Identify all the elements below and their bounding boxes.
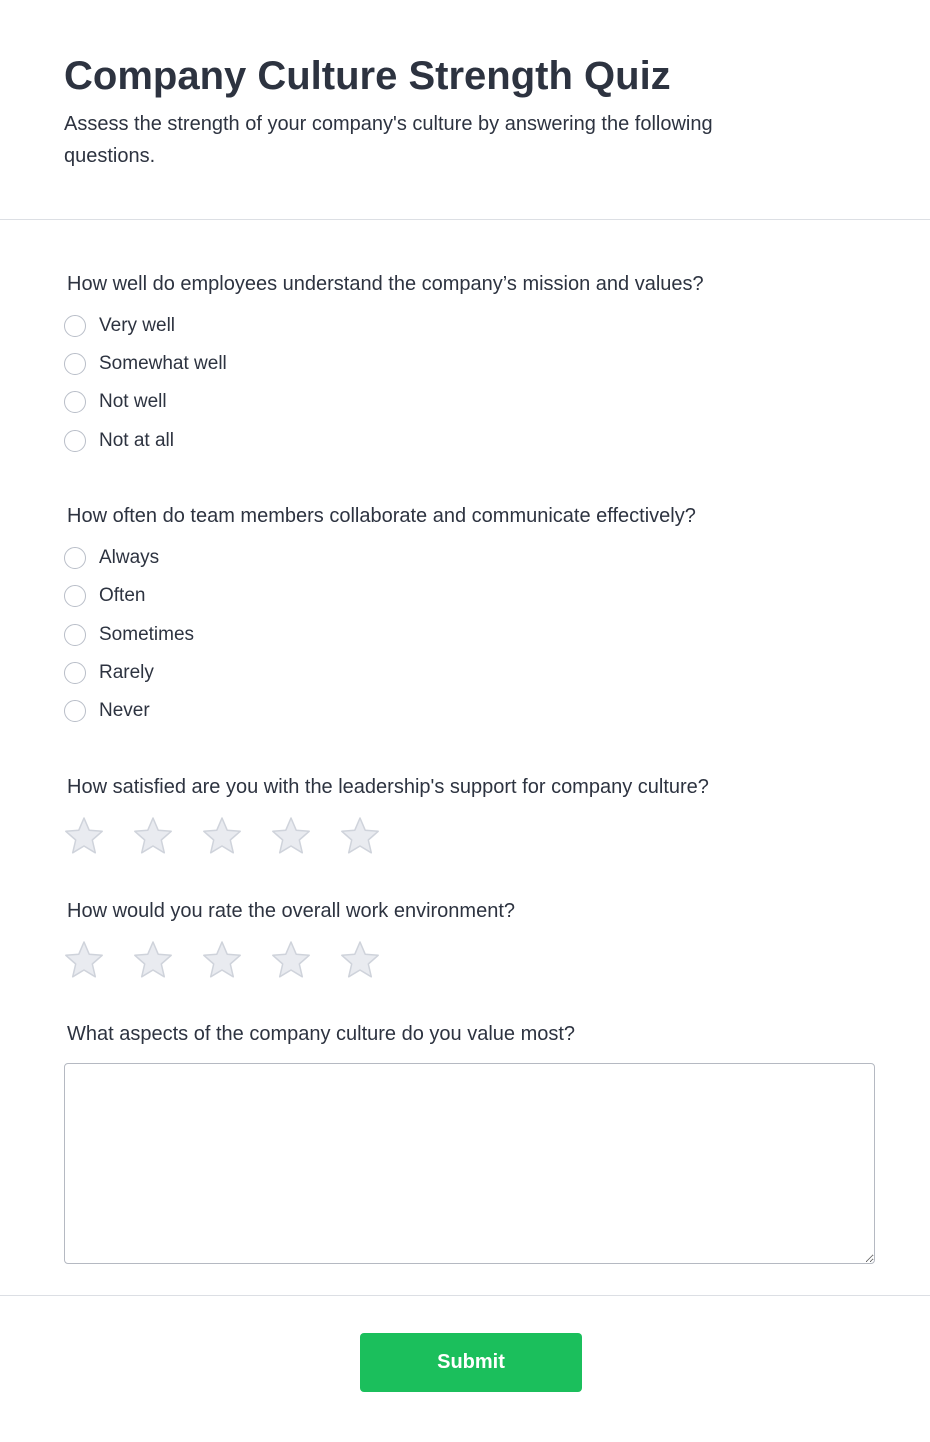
star-icon[interactable] (64, 816, 104, 856)
option-label: Rarely (99, 662, 154, 683)
quiz-header (0, 0, 930, 220)
radio-button[interactable] (64, 547, 86, 569)
q2-option-often[interactable] (64, 582, 145, 610)
radio-button[interactable] (64, 315, 86, 337)
culture-values-textarea[interactable] (64, 1063, 875, 1264)
question-4-text: How would you rate the overall work environment? (67, 900, 515, 922)
q1-option-somewhat-well[interactable] (64, 350, 227, 378)
option-label: Sometimes (99, 624, 195, 645)
q1-option-not-well[interactable] (64, 388, 167, 416)
option-label: Often (99, 585, 146, 606)
option-label: Somewhat well (99, 353, 227, 374)
star-icon[interactable] (64, 940, 104, 980)
radio-button[interactable] (64, 430, 86, 452)
q2-option-sometimes[interactable] (64, 621, 194, 649)
option-label: Very well (99, 315, 176, 336)
q1-option-not-at-all[interactable] (64, 427, 174, 455)
radio-button[interactable] (64, 624, 86, 646)
star-icon[interactable] (133, 940, 173, 980)
question-2-text: How often do team members collaborate and communicate effectively? (67, 505, 696, 527)
radio-button[interactable] (64, 353, 86, 375)
option-label: Always (99, 547, 160, 568)
radio-button[interactable] (64, 662, 86, 684)
option-label: Never (99, 700, 150, 721)
option-label: Not at all (99, 430, 174, 451)
footer-divider (0, 1295, 930, 1296)
q2-option-always[interactable] (64, 544, 159, 572)
question-5-text: What aspects of the company culture do you value most? (67, 1023, 576, 1045)
submit-button[interactable]: Submit (360, 1333, 582, 1392)
q3-star-rating (64, 816, 409, 856)
q4-star-rating (64, 940, 409, 980)
radio-button[interactable] (64, 391, 86, 413)
q1-option-very-well[interactable] (64, 312, 175, 340)
star-icon[interactable] (271, 940, 311, 980)
page-title: Company Culture Strength Quiz (64, 54, 671, 98)
textarea-wrapper (64, 1063, 875, 1264)
star-icon[interactable] (271, 816, 311, 856)
star-icon[interactable] (202, 940, 242, 980)
question-1-text: How well do employees understand the company’s mission and values? (67, 273, 704, 295)
star-icon[interactable] (340, 816, 380, 856)
star-icon[interactable] (202, 816, 242, 856)
star-icon[interactable] (133, 816, 173, 856)
option-label: Not well (99, 391, 167, 412)
question-3-text: How satisfied are you with the leadership's support for company culture? (67, 776, 709, 798)
page-description: Assess the strength of your company's culture by answering the following questions. (64, 113, 713, 167)
q2-option-rarely[interactable] (64, 659, 154, 687)
star-icon[interactable] (340, 940, 380, 980)
radio-button[interactable] (64, 700, 86, 722)
q2-option-never[interactable] (64, 697, 150, 725)
radio-button[interactable] (64, 585, 86, 607)
